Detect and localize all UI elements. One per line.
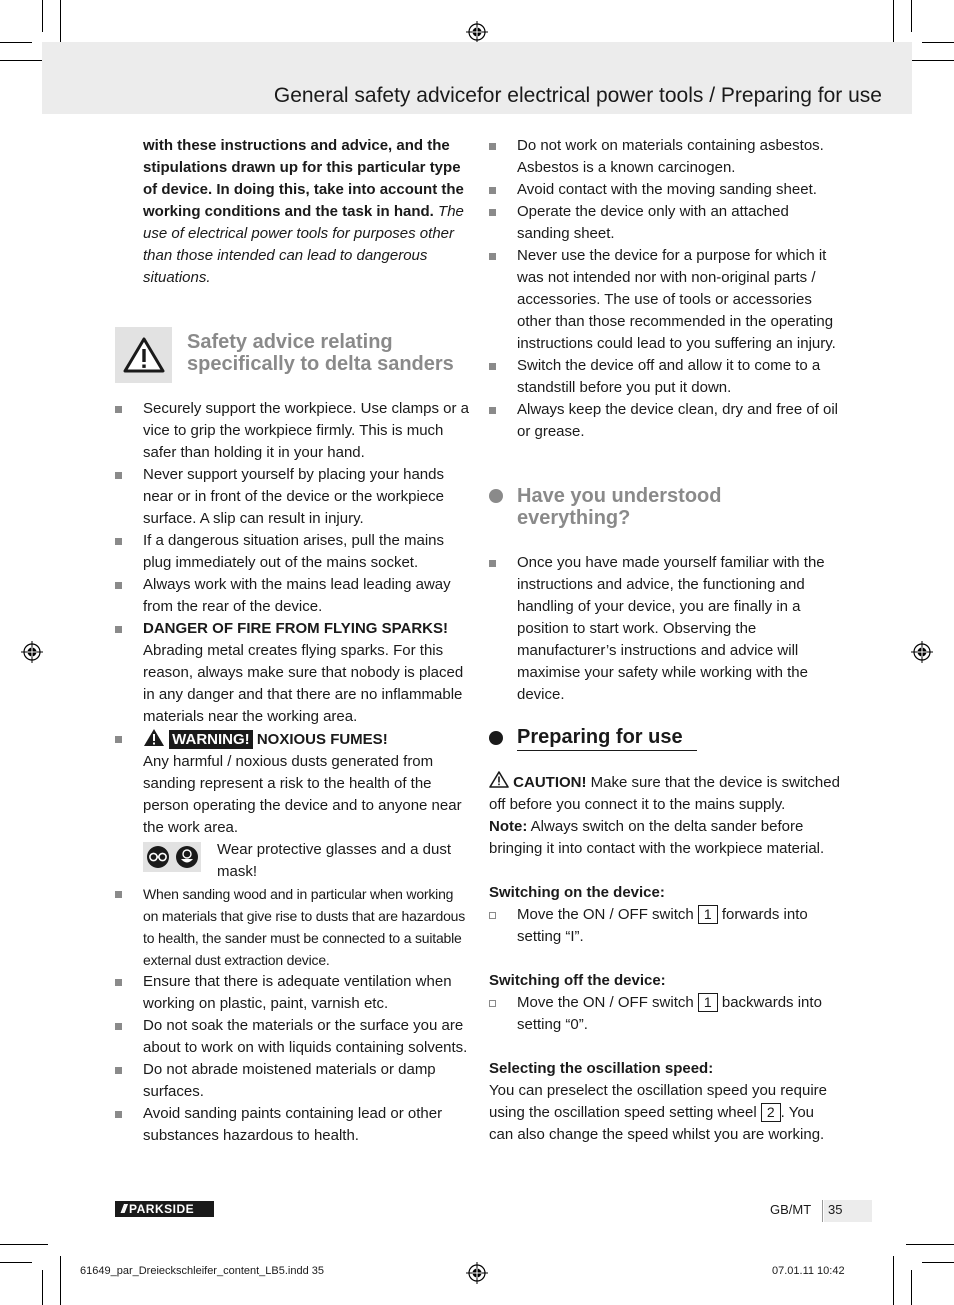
list-item: Always keep the device clean, dry and free of oil or grease. bbox=[489, 399, 841, 443]
bullet-icon bbox=[115, 1023, 122, 1030]
crop-mark bbox=[911, 1270, 912, 1305]
delta-safety-list bbox=[115, 398, 469, 1147]
list-item: Ensure that there is adequate ventilation when working on plastic, paint, varnish etc. bbox=[115, 971, 469, 1015]
caution-triangle-icon bbox=[489, 771, 509, 788]
list-item: Securely support the workpiece. Use clamps or a vice to grip the workpiece firmly. This is much safer than holding it in your hand. bbox=[115, 398, 469, 464]
list-item: Once you have made yourself familiar with the instructions and advice, the functioning and handling of your device, you are finally in a position to start work. Observing the manufacturer’s instructions and advice will maximise your safety while working with the device. bbox=[489, 552, 841, 706]
registration-mark-icon bbox=[466, 1262, 488, 1284]
page-title: General safety advicefor electrical power tools / Preparing for use bbox=[273, 84, 882, 107]
bullet-icon bbox=[115, 1067, 122, 1074]
bullet-icon bbox=[489, 143, 496, 150]
bullet-icon bbox=[115, 406, 122, 413]
caution-label: CAUTION! bbox=[513, 774, 587, 791]
step-bullet-icon bbox=[489, 912, 496, 919]
understood-heading: Have you understood everything? bbox=[517, 485, 722, 529]
crop-mark bbox=[922, 42, 954, 43]
fire-warning-item bbox=[115, 618, 469, 728]
footer-language: GB/MT bbox=[770, 1202, 812, 1217]
warning-triangle-icon bbox=[123, 337, 165, 373]
list-item: Avoid contact with the moving sanding sheet. bbox=[489, 179, 841, 201]
crop-mark bbox=[893, 0, 894, 48]
part-number-badge: 1 bbox=[698, 993, 718, 1012]
note-label: Note: bbox=[489, 818, 528, 835]
list-item: Never support yourself by placing your hands near or in front of the device or the workpiece surface. A slip can result in injury. bbox=[115, 464, 469, 530]
crop-mark bbox=[0, 1262, 32, 1263]
list-item: Move the ON / OFF switch 1 backwards into setting “0”. bbox=[489, 992, 841, 1036]
intro-bold: with these instructions and advice, and the stipulations drawn up for this particular type of device. In doing this, take into account the working conditions and the task in hand. bbox=[143, 137, 464, 220]
list-item: Do not soak the materials or the surface you are about to work on with liquids containing solvents. bbox=[115, 1015, 469, 1059]
bullet-icon bbox=[115, 582, 122, 589]
switch-off-heading: Switching off the device: bbox=[489, 972, 666, 989]
list-item: If a dangerous situation arises, pull the mains plug immediately out of the mains socket. bbox=[115, 530, 469, 574]
warning-triangle-box bbox=[115, 327, 172, 383]
logo-stripes-icon: /// bbox=[121, 1202, 126, 1216]
bullet-icon bbox=[115, 891, 122, 898]
bullet-icon bbox=[489, 407, 496, 414]
crop-mark bbox=[906, 60, 954, 61]
fire-title: DANGER OF FIRE FROM FLYING SPARKS! bbox=[143, 620, 449, 637]
caution-paragraph bbox=[489, 771, 841, 816]
note-text: Always switch on the delta sander before bringing it into contact with the workpiece material. bbox=[489, 818, 825, 857]
list-item: Do not abrade moistened materials or damp surfaces. bbox=[115, 1059, 469, 1103]
list-item: Never use the device for a purpose for which it was not intended nor with non-original parts / accessories. The use of tools or accessories other than those recommended in the operating instructions could lead to you suffering an injury. bbox=[489, 245, 841, 355]
bullet-icon bbox=[115, 538, 122, 545]
understood-list bbox=[489, 552, 841, 706]
page-number: 35 bbox=[828, 1202, 843, 1217]
bullet-icon bbox=[115, 626, 122, 633]
list-item: Always work with the mains lead leading away from the rear of the device. bbox=[115, 574, 469, 618]
bullet-icon bbox=[489, 209, 496, 216]
section-dot-icon bbox=[489, 731, 503, 745]
caution-text: Make sure that the device is switched off before you connect it to the mains supply. bbox=[489, 774, 840, 813]
list-item: Do not work on materials containing asbestos. Asbestos is a known carcinogen. bbox=[489, 135, 841, 179]
bullet-icon bbox=[489, 363, 496, 370]
crop-mark bbox=[0, 42, 32, 43]
fumes-text: Any harmful / noxious dusts generated from sanding represent a risk to the health of the person operating the device and to anyone near the work area. bbox=[143, 753, 462, 836]
crop-mark bbox=[893, 1256, 894, 1305]
list-item: Operate the device only with an attached sanding sheet. bbox=[489, 201, 841, 245]
crop-mark bbox=[60, 0, 61, 48]
bullet-icon bbox=[489, 560, 496, 567]
warning-triangle-small-icon bbox=[143, 728, 165, 747]
slug-filename: 61649_par_Dreieckschleifer_content_LB5.indd 35 bbox=[80, 1265, 325, 1277]
bullet-icon bbox=[115, 472, 122, 479]
safety-glasses-icon bbox=[146, 845, 170, 869]
crop-mark bbox=[60, 1256, 61, 1305]
part-number-badge: 2 bbox=[761, 1103, 781, 1122]
preparing-underline bbox=[517, 750, 697, 751]
bullet-icon bbox=[115, 1111, 122, 1118]
crop-mark bbox=[42, 1270, 43, 1305]
ppe-icons bbox=[143, 842, 201, 872]
speed-paragraph: You can preselect the oscillation speed you require using the oscillation speed setting wheel 2 . You can also change the speed whilst you are working. bbox=[489, 1082, 827, 1143]
part-number-badge: 1 bbox=[698, 905, 718, 924]
switch-on-heading: Switching on the device: bbox=[489, 884, 665, 901]
slug-date: 07.01.11 10:42 bbox=[772, 1265, 845, 1277]
preparing-body bbox=[489, 771, 841, 1146]
crop-mark bbox=[906, 1244, 954, 1245]
crop-mark bbox=[911, 0, 912, 32]
bullet-icon bbox=[489, 187, 496, 194]
list-item: Switch the device off and allow it to come to a standstill before you put it down. bbox=[489, 355, 841, 399]
crop-mark bbox=[0, 1244, 48, 1245]
general-safety-list bbox=[489, 135, 841, 443]
bullet-icon bbox=[115, 736, 122, 743]
bullet-icon bbox=[115, 979, 122, 986]
ppe-text: Wear protective glasses and a dust mask! bbox=[217, 841, 452, 880]
registration-mark-icon bbox=[911, 641, 933, 663]
intro-paragraph bbox=[143, 135, 468, 289]
section-dot-icon bbox=[489, 489, 503, 503]
parkside-logo: /// PARKSIDE bbox=[115, 1201, 214, 1217]
dust-mask-icon bbox=[175, 845, 199, 869]
step-bullet-icon bbox=[489, 1000, 496, 1007]
list-item: When sanding wood and in particular when working on materials that give rise to dusts that are hazardous to health, the sander must be connected to a suitable external dust extraction device. bbox=[115, 883, 469, 971]
fumes-title: NOXIOUS FUMES! bbox=[256, 731, 388, 748]
registration-mark-icon bbox=[466, 21, 488, 43]
intro-italic: The use of electrical power tools for purposes other than those intended can lead to dangerous situations. bbox=[143, 203, 464, 286]
registration-mark-icon bbox=[21, 641, 43, 663]
crop-mark bbox=[0, 60, 48, 61]
footer-divider bbox=[822, 1200, 823, 1222]
speed-heading: Selecting the oscillation speed: bbox=[489, 1060, 714, 1077]
list-item: Move the ON / OFF switch 1 forwards into setting “I”. bbox=[489, 904, 841, 948]
list-item: Avoid sanding paints containing lead or other substances hazardous to health. bbox=[115, 1103, 469, 1147]
bullet-icon bbox=[489, 253, 496, 260]
fire-text: Abrading metal creates flying sparks. For this reason, always make sure that nobody is placed in any danger and that there are no inflammable materials near the working area. bbox=[143, 642, 464, 725]
crop-mark bbox=[42, 0, 43, 32]
crop-mark bbox=[922, 1262, 954, 1263]
note-paragraph bbox=[489, 816, 841, 860]
preparing-heading: Preparing for use bbox=[517, 726, 683, 748]
delta-section-heading: Safety advice relating specifically to delta sanders bbox=[187, 331, 454, 375]
warning-label: WARNING! bbox=[169, 730, 253, 749]
